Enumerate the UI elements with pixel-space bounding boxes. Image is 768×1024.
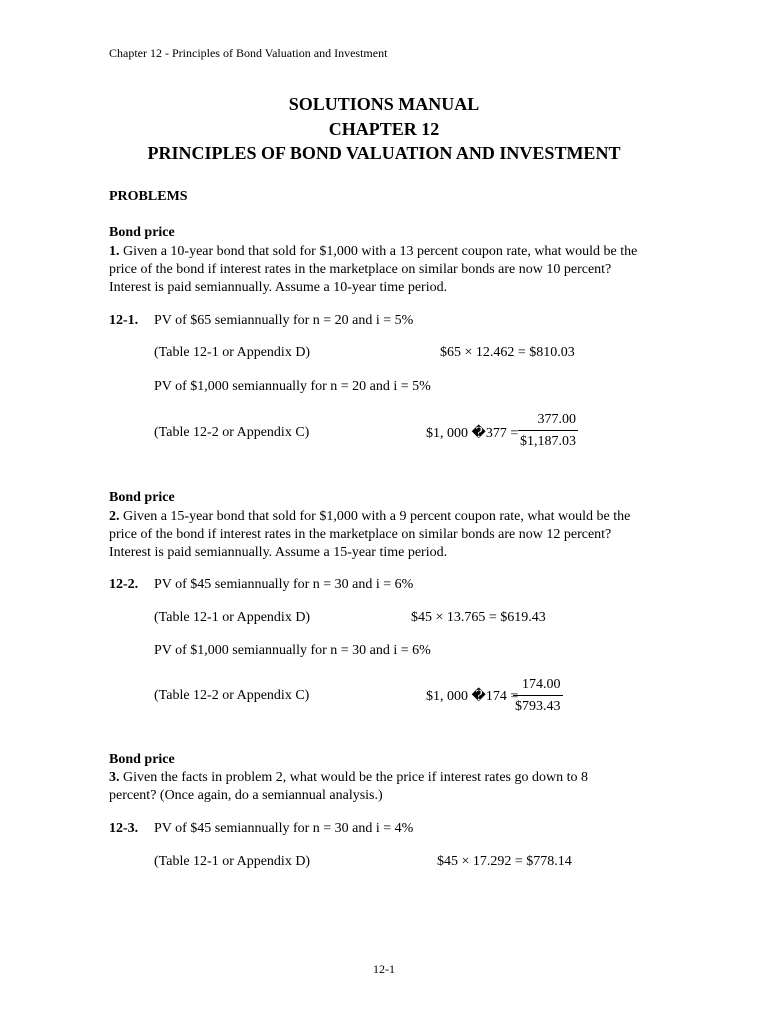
solution-2-table-ref-2: (Table 12-2 or Appendix C) <box>154 688 310 703</box>
page-number: 12-1 <box>373 962 395 976</box>
solution-2-calc-principal: $1, 000 �174 = <box>426 689 519 704</box>
problem-1-line-1: Given a 10-year bond that sold for $1,000 with a 13 percent coupon rate, what would be the <box>123 244 638 259</box>
solution-1-fraction-numerator: 377.00 <box>537 412 576 427</box>
solution-3-table-ref-1: (Table 12-1 or Appendix D) <box>154 854 311 869</box>
problem-2-line-2: price of the bond if interest rates in the marketplace on similar bonds are now 12 percent? <box>109 527 612 542</box>
problem-1-line-2: price of the bond if interest rates in the marketplace on similar bonds are now 10 percent? <box>109 262 612 277</box>
solution-2-fraction-denominator: $793.43 <box>513 695 563 715</box>
problem-3-heading: Bond price <box>109 752 175 767</box>
solution-2-label: 12-2. <box>109 577 139 592</box>
solution-2-pv-principal: PV of $1,000 semiannually for n = 30 and i = 6% <box>154 643 431 658</box>
solution-1-fraction-denominator: $1,187.03 <box>518 430 578 450</box>
problem-2-line-1: Given a 15-year bond that sold for $1,000 with a 9 percent coupon rate, what would be the <box>123 509 631 524</box>
problem-3-text <box>109 769 684 805</box>
problem-2-text <box>109 508 684 562</box>
running-header: Chapter 12 - Principles of Bond Valuation and Investment <box>109 46 388 60</box>
solution-2-fraction-numerator: 174.00 <box>522 677 561 692</box>
solution-2-table-ref-1: (Table 12-1 or Appendix D) <box>154 610 311 625</box>
problem-3-line-1: Given the facts in problem 2, what would be the price if interest rates go down to 8 <box>123 770 588 785</box>
solution-1-label: 12-1. <box>109 313 139 328</box>
solution-1-calc-coupon: $65 × 12.462 = $810.03 <box>440 345 575 360</box>
solution-1-fraction <box>518 411 578 450</box>
problem-1-line-3: Interest is paid semiannually. Assume a 10-year time period. <box>109 280 448 295</box>
problem-2-line-3: Interest is paid semiannually. Assume a 15-year time period. <box>109 545 448 560</box>
title-chapter-name: PRINCIPLES OF BOND VALUATION AND INVESTMENT <box>147 143 621 163</box>
title-solutions-manual: SOLUTIONS MANUAL <box>288 94 480 114</box>
problem-1-number: 1. <box>109 244 120 259</box>
solution-2-fraction <box>513 676 563 715</box>
solution-1-pv-coupon: PV of $65 semiannually for n = 20 and i = 5% <box>154 313 414 328</box>
problem-3-line-2: percent? (Once again, do a semiannual analysis.) <box>109 788 383 803</box>
solution-2-pv-coupon: PV of $45 semiannually for n = 30 and i = 6% <box>154 577 414 592</box>
problem-1-heading: Bond price <box>109 225 175 240</box>
problem-3-number: 3. <box>109 770 120 785</box>
solution-1-calc-principal: $1, 000 �377 = <box>426 426 519 441</box>
solution-3-calc-coupon: $45 × 17.292 = $778.14 <box>437 854 572 869</box>
solution-1-pv-principal: PV of $1,000 semiannually for n = 20 and i = 5% <box>154 379 431 394</box>
problem-2-number: 2. <box>109 509 120 524</box>
solution-3-label: 12-3. <box>109 821 139 836</box>
solution-2-calc-coupon: $45 × 13.765 = $619.43 <box>411 610 546 625</box>
section-heading: PROBLEMS <box>109 189 188 204</box>
problem-1-text <box>109 243 684 297</box>
solution-3-pv-coupon: PV of $45 semiannually for n = 30 and i = 4% <box>154 821 414 836</box>
solution-1-table-ref-1: (Table 12-1 or Appendix D) <box>154 345 311 360</box>
solution-1-table-ref-2: (Table 12-2 or Appendix C) <box>154 425 310 440</box>
title-chapter: CHAPTER 12 <box>328 119 440 139</box>
problem-2-heading: Bond price <box>109 490 175 505</box>
